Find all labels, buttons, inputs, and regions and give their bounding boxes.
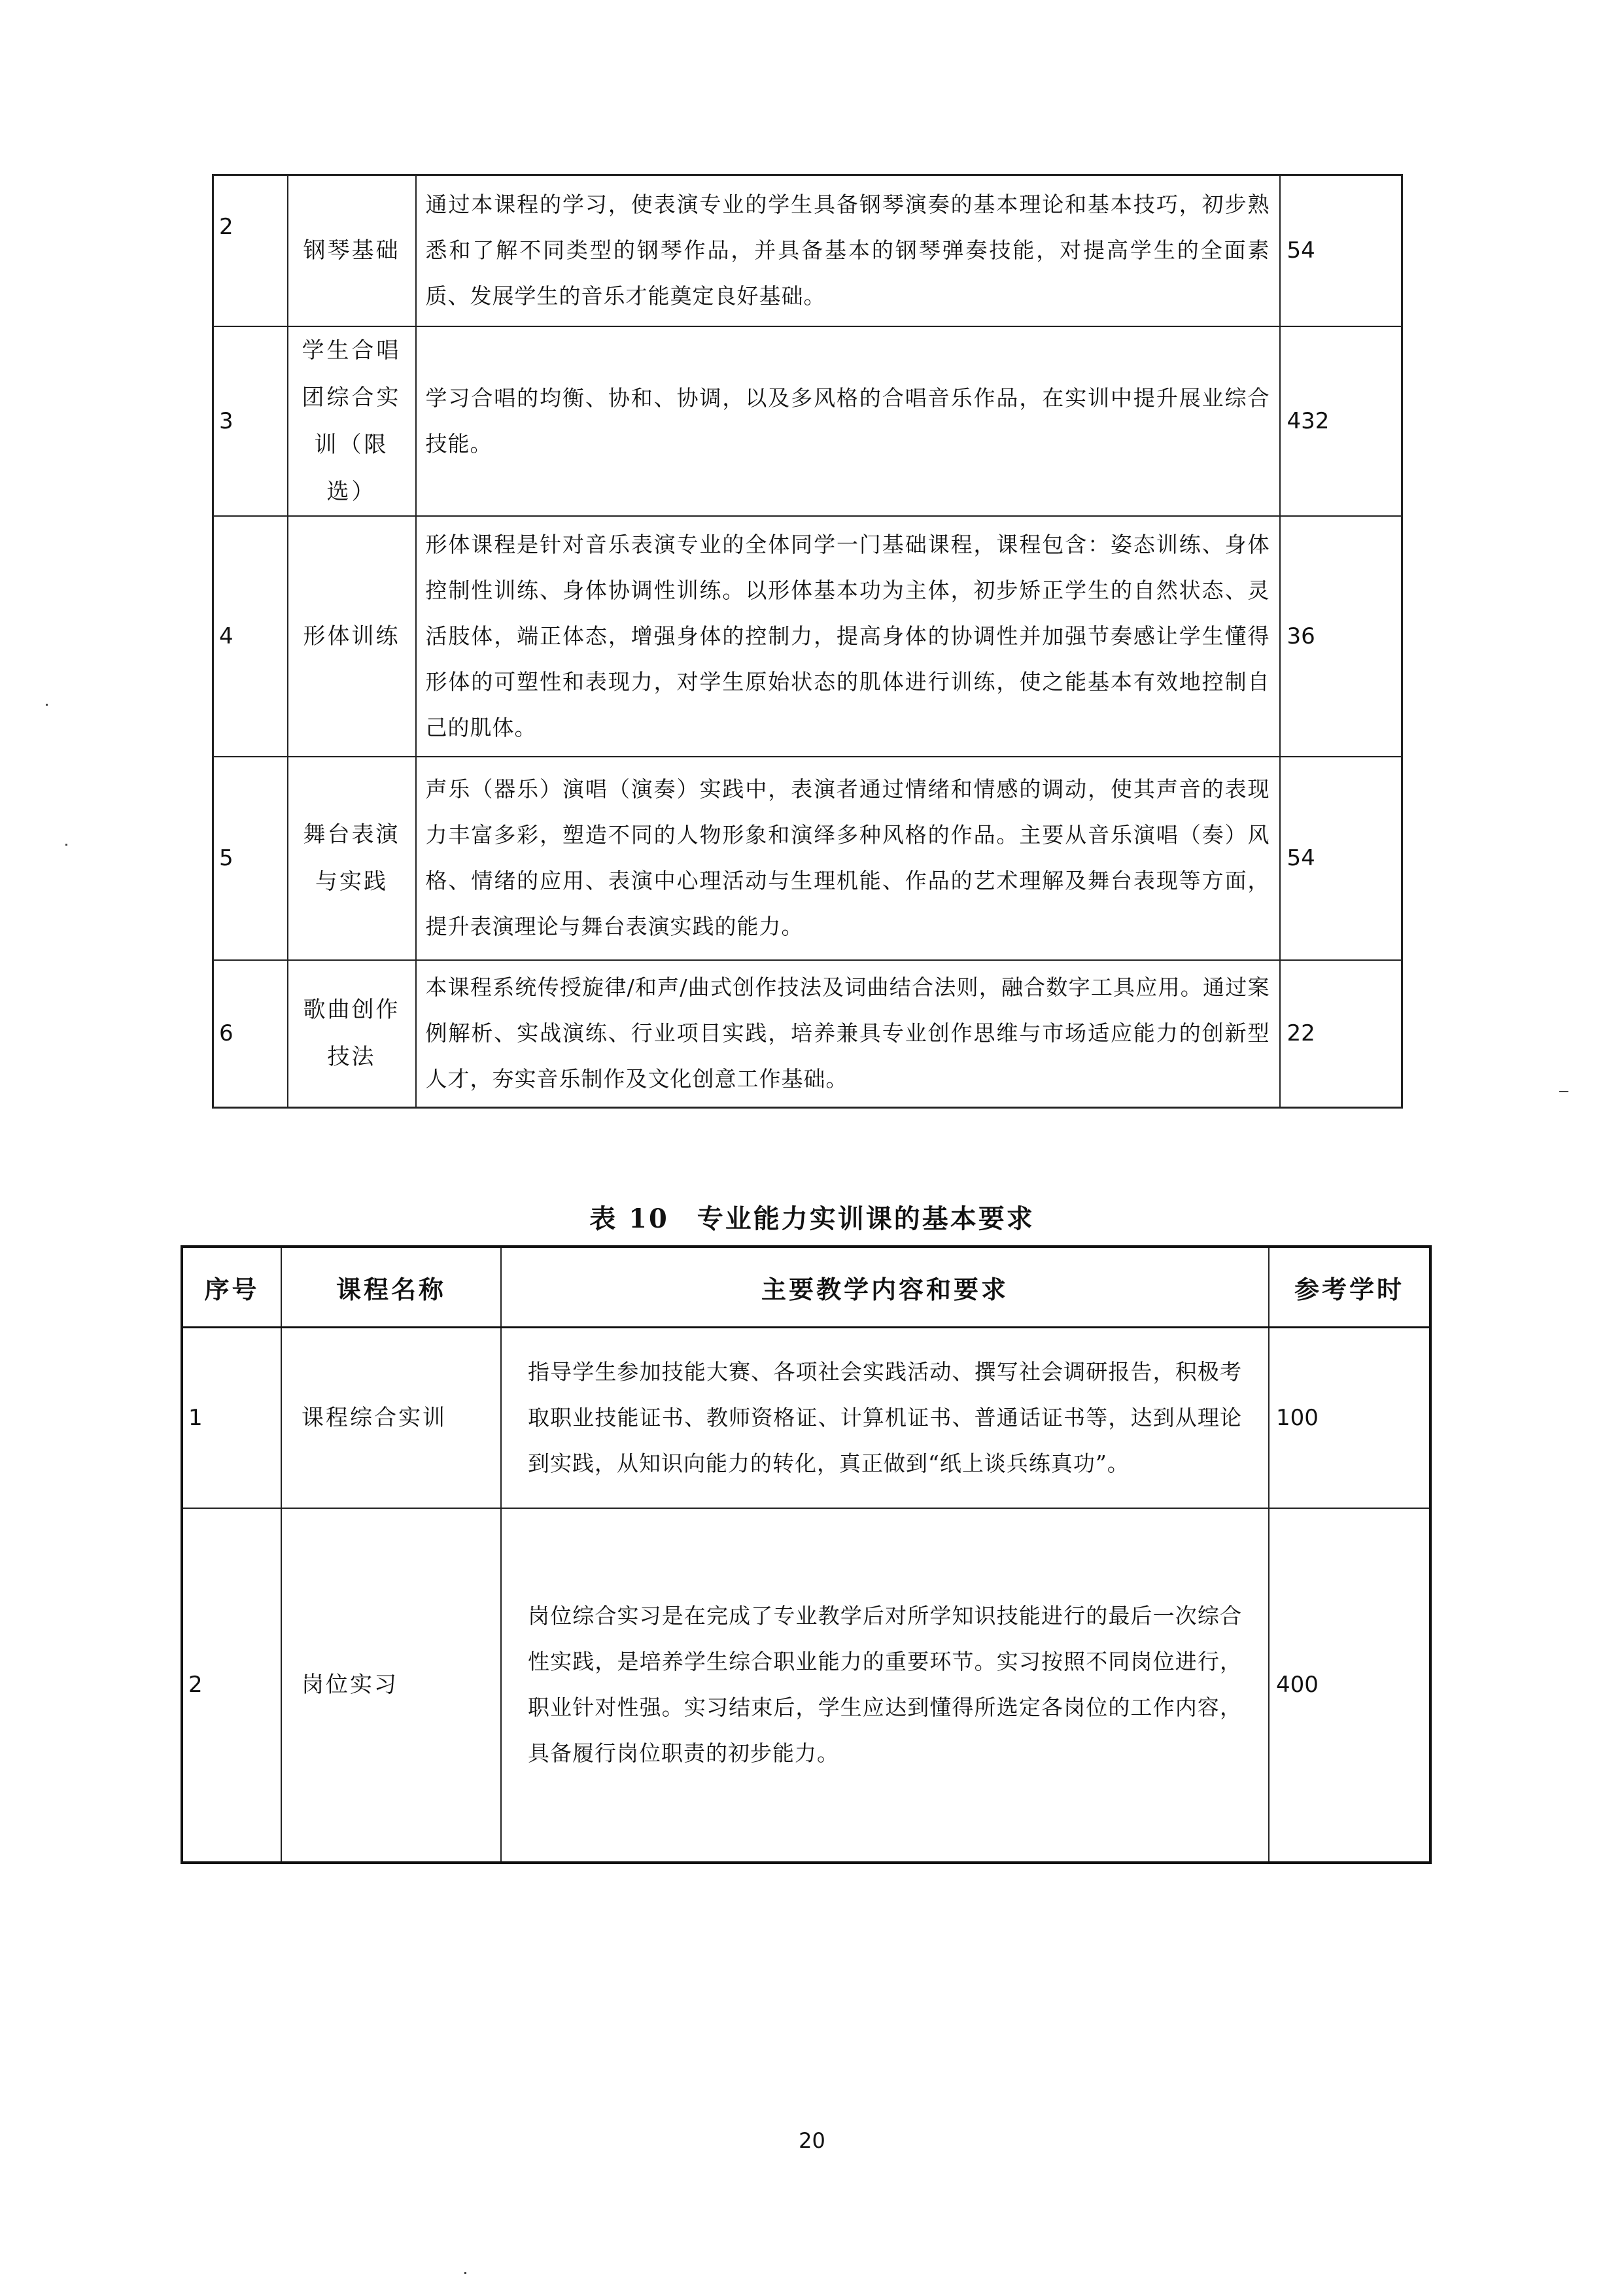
scan-mark	[65, 844, 67, 846]
scan-mark	[464, 2272, 466, 2274]
course-content: 形体课程是针对音乐表演专业的全体同学一门基础课程，课程包含：姿态训练、身体控制性训练、身体协调性训练。以形体基本功为主体，初步矫正学生的自然状态、灵活肢体，端正体态，增强身体的控制力，提高身体的协调性并加强节奏感让学生懂得形体的可塑性和表现力，对学生原始状态的肌体进行训练，使之能基本有效地控制自己的肌体。	[416, 516, 1280, 757]
table-row	[213, 757, 1402, 960]
scan-mark	[46, 704, 48, 706]
course-hours: 400	[1269, 1508, 1430, 1863]
header-content: 主要教学内容和要求	[501, 1247, 1269, 1328]
course-name: 形体训练	[288, 516, 416, 757]
table-header-row	[182, 1247, 1430, 1328]
course-hours: 100	[1269, 1328, 1430, 1508]
course-name: 课程综合实训	[281, 1328, 501, 1508]
row-number: 3	[213, 326, 288, 516]
course-name: 岗位实习	[281, 1508, 501, 1863]
table-row	[213, 326, 1402, 516]
table-caption: 表 10 专业能力实训课的基本要求	[589, 1203, 1035, 1234]
course-hours: 54	[1280, 175, 1402, 326]
row-number: 2	[182, 1508, 281, 1863]
practical-course-table	[181, 1245, 1432, 1864]
course-hours: 54	[1280, 757, 1402, 960]
table-row	[182, 1508, 1430, 1863]
course-content: 声乐（器乐）演唱（演奏）实践中，表演者通过情绪和情感的调动，使其声音的表现力丰富多彩，塑造不同的人物形象和演绎多种风格的作品。主要从音乐演唱（奏）风格、情绪的应用、表演中心理活动与生理机能、作品的艺术理解及舞台表现等方面，提升表演理论与舞台表演实践的能力。	[416, 757, 1280, 960]
course-content: 岗位综合实习是在完成了专业教学后对所学知识技能进行的最后一次综合性实践，是培养学生综合职业能力的重要环节。实习按照不同岗位进行，职业针对性强。实习结束后，学生应达到懂得所选定各岗位的工作内容，具备履行岗位职责的初步能力。	[501, 1508, 1269, 1863]
header-number: 序号	[182, 1247, 281, 1328]
row-number: 4	[213, 516, 288, 757]
course-content: 通过本课程的学习，使表演专业的学生具备钢琴演奏的基本理论和基本技巧，初步熟悉和了解不同类型的钢琴作品，并具备基本的钢琴弹奏技能，对提高学生的全面素质、发展学生的音乐才能奠定良好基础。	[416, 175, 1280, 326]
course-table-continued	[212, 174, 1403, 1109]
row-number: 2	[213, 175, 288, 326]
course-content: 指导学生参加技能大赛、各项社会实践活动、撰写社会调研报告，积极考取职业技能证书、教师资格证、计算机证书、普通话证书等，达到从理论到实践，从知识向能力的转化，真正做到“纸上谈兵练真功”。	[501, 1328, 1269, 1508]
scan-mark	[1559, 1091, 1568, 1092]
course-content: 学习合唱的均衡、协和、协调，以及多风格的合唱音乐作品，在实训中提升展业综合技能。	[416, 326, 1280, 516]
header-hours: 参考学时	[1269, 1247, 1430, 1328]
table-row	[182, 1328, 1430, 1508]
course-name: 钢琴基础	[288, 175, 416, 326]
row-number: 1	[182, 1328, 281, 1508]
page-number: 20	[799, 2128, 825, 2153]
table-row	[213, 960, 1402, 1108]
course-name: 歌曲创作技法	[288, 960, 416, 1108]
course-name: 学生合唱团综合实训（限选）	[288, 326, 416, 516]
header-course-name: 课程名称	[281, 1247, 501, 1328]
table-row	[213, 516, 1402, 757]
table-row	[213, 175, 1402, 326]
course-hours: 432	[1280, 326, 1402, 516]
course-name: 舞台表演与实践	[288, 757, 416, 960]
course-hours: 22	[1280, 960, 1402, 1108]
course-content: 本课程系统传授旋律/和声/曲式创作技法及词曲结合法则，融合数字工具应用。通过案例解析、实战演练、行业项目实践，培养兼具专业创作思维与市场适应能力的创新型人才，夯实音乐制作及文化创意工作基础。	[416, 960, 1280, 1108]
course-hours: 36	[1280, 516, 1402, 757]
row-number: 5	[213, 757, 288, 960]
row-number: 6	[213, 960, 288, 1108]
